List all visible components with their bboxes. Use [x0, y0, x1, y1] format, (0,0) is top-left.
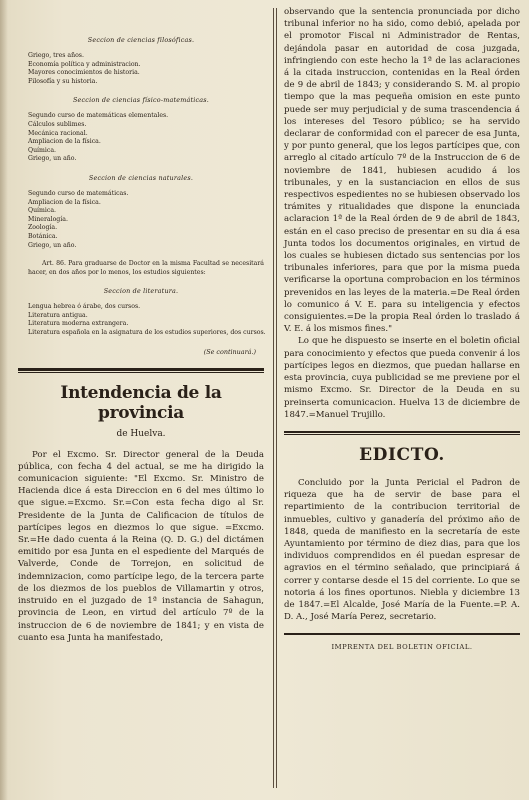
binding-shadow: [0, 0, 8, 800]
course-item: Griego, un año.: [28, 155, 77, 163]
course-item: Química.: [28, 207, 57, 215]
section-title-naturales: Seccion de ciencias naturales.: [88, 173, 194, 182]
course-item: Segundo curso de matemáticas.: [28, 189, 129, 197]
continued-note: (Se continuará.): [203, 347, 256, 356]
intendencia-subheading: de Huelva.: [116, 428, 166, 439]
course-item: Zoología.: [28, 224, 58, 232]
course-item: Mineralogía.: [28, 215, 68, 223]
column-divider-2: [276, 8, 277, 788]
course-item: Filosofía y su historia.: [28, 77, 98, 85]
rule-edicto-top-thin: [284, 434, 520, 435]
closing-paragraph: Lo que he dispuesto se inserte en el boletin oficial para conocimiento y efectos que pueda convenir á los partícipes legos en diezmos, que puedan hallarse en esta provincia, cuya publicidad se me previene por el mismo Excmo. Sr. Director de la Deuda en su preinserta comunicacion. Huelva 13 de diciembre de 1847.=Manuel Trujillo.: [284, 336, 520, 420]
continued-body: observando que la sentencia pronunciada por dicho tribunal inferior no ha sido, como debió, apelada por el promotor Fiscal ni Administrador de Rentas, dejándola pasar en autoridad de cosa juzgada, infringiendo con este hecho la 1ª de las aclaraciones á la citada instruccion, contenidas en la Real órden de 9 de abril de 1843; y considerando S. M. al propio tiempo que la mas pequeña omision en este punto puede ser muy perjudicial y de suma trascendencia á los intereses del Tesoro público; se ha servido declarar de conformidad con el parecer de esa Junta, y por punto general, que los legos partícipes que, con arreglo al citado artículo 7º de la Instruccion de 6 de noviembre de 1841, hubiesen acudido á los tribunales, y en la sustanciacion en ellos de sus respectivos espedientes no se hubiesen observado los trámites y ritualidades que dispone la enunciada aclaracion 1ª de la Real órden de 9 de abril de 1843, están en el caso preciso de presentar en su dia á esa Junta todos los documentos originales, en virtud de los cuales se hubiesen dictado sus sentencias por los tribunales inferiores, para que por la misma pueda verificarse la oportuna comprobacion en los términos prevenidos en las leyes de la materia.=De Real órden lo comunico á V. E. para su inteligencia y efectos consiguientes.=De la propia Real órden lo traslado á V. E. á los mismos fines.": [284, 7, 520, 335]
rule-edicto-top: [284, 431, 520, 433]
column-divider: [273, 8, 274, 788]
course-item: Segundo curso de matemáticas elementales.: [28, 112, 169, 120]
course-item: Literatura moderna extrangera.: [28, 320, 129, 328]
intendencia-body: Por el Excmo. Sr. Director general de la Deuda pública, con fecha 4 del actual, se me ha dirigido la comunicacion siguiente: "El Excmo. Sr. Ministro de Hacienda dice á esta Direccion en 6 del mes último lo que sigue.=Excmo. Sr.=Con esta fecha digo al Sr. Presidente de la Junta de Calificacion de títulos de partícipes legos en diezmos lo que sigue. =Excmo. Sr.=He dado cuenta á la Reina (Q. D. G.) del dictámen emitido por esa Junta en el espediente del Marqués de Valverde, Conde de Torrejon, en solicitud de indemnizacion, como partícipe lego, de la tercera parte de los diezmos de los pueblos de Villamartin y otros, instruido en el juzgado de 1ª instancia de Sahagun, provincia de Leon, en virtud del artículo 7º de la instruccion de 6 de noviembre de 1841; y en vista de cuanto esa Junta ha manifestado,: [18, 449, 264, 643]
course-item: Mecánica racional.: [28, 129, 88, 137]
course-item: Ampliacion de la física.: [28, 138, 101, 146]
course-list-naturales: [28, 190, 264, 250]
course-list-filosoficas: [28, 52, 264, 86]
imprenta-footer: IMPRENTA DEL BOLETIN OFICIAL.: [331, 643, 473, 652]
edicto-body: Concluido por la Junta Pericial el Padron de riqueza que ha de servir de base para el repartimiento de la contribucion territorial de inmuebles, cultivo y ganadería del próximo año de 1848, queda de manifiesto en la secretaría de este Ayuntamiento por término de diez dias, para que los individuos comprendidos en él puedan espresar de agravios en el término señalado, que principiará á correr y contarse desde el 15 del corriente. Lo que se notoria á los fines oportunos. Niebla y diciembre 13 de 1847.=El Alcalde, José María de la Fuente.=P. A. D. A., José María Perez, secretario.: [284, 477, 520, 623]
course-item: Griego, un año.: [28, 241, 77, 249]
course-item: Literatura española en la asignatura de los estudios superiores, dos cursos.: [28, 329, 266, 337]
course-item: Ampliacion de la física.: [28, 198, 101, 206]
course-list-literatura: [28, 303, 264, 337]
section-title-filosoficas: Seccion de ciencias filosóficas.: [87, 36, 195, 44]
edicto-heading: EDICTO.: [359, 444, 445, 465]
right-column: [284, 7, 520, 652]
course-item: Literatura antigua.: [28, 311, 88, 319]
intendencia-heading: Intendencia de la provincia: [60, 382, 222, 423]
course-item: Griego, tres años.: [28, 52, 84, 59]
rule-thick: [18, 368, 264, 371]
course-item: Economía política y administracion.: [28, 60, 141, 68]
rule-thin: [18, 372, 264, 373]
article-86: Art. 86. Para graduarse de Doctor en la misma Facultad se necesitará hacer, en dos años por lo menos, los estudios siguientes:: [28, 260, 264, 276]
section-title-literatura: Seccion de literatura.: [103, 287, 179, 296]
course-item: Botánica.: [28, 232, 58, 240]
course-list-fisico-matematicas: [28, 112, 264, 164]
left-column: [18, 36, 264, 644]
section-title-fisico-matematicas: Seccion de ciencias físico-matemáticas.: [72, 96, 210, 105]
rule-imprenta: [284, 633, 520, 635]
course-item: Química.: [28, 146, 57, 154]
course-item: Mayores conocimientos de historia.: [28, 69, 140, 77]
course-item: Lengua hebrea ó árabe, dos cursos.: [28, 303, 141, 311]
course-item: Cálculos sublimes.: [28, 120, 87, 128]
